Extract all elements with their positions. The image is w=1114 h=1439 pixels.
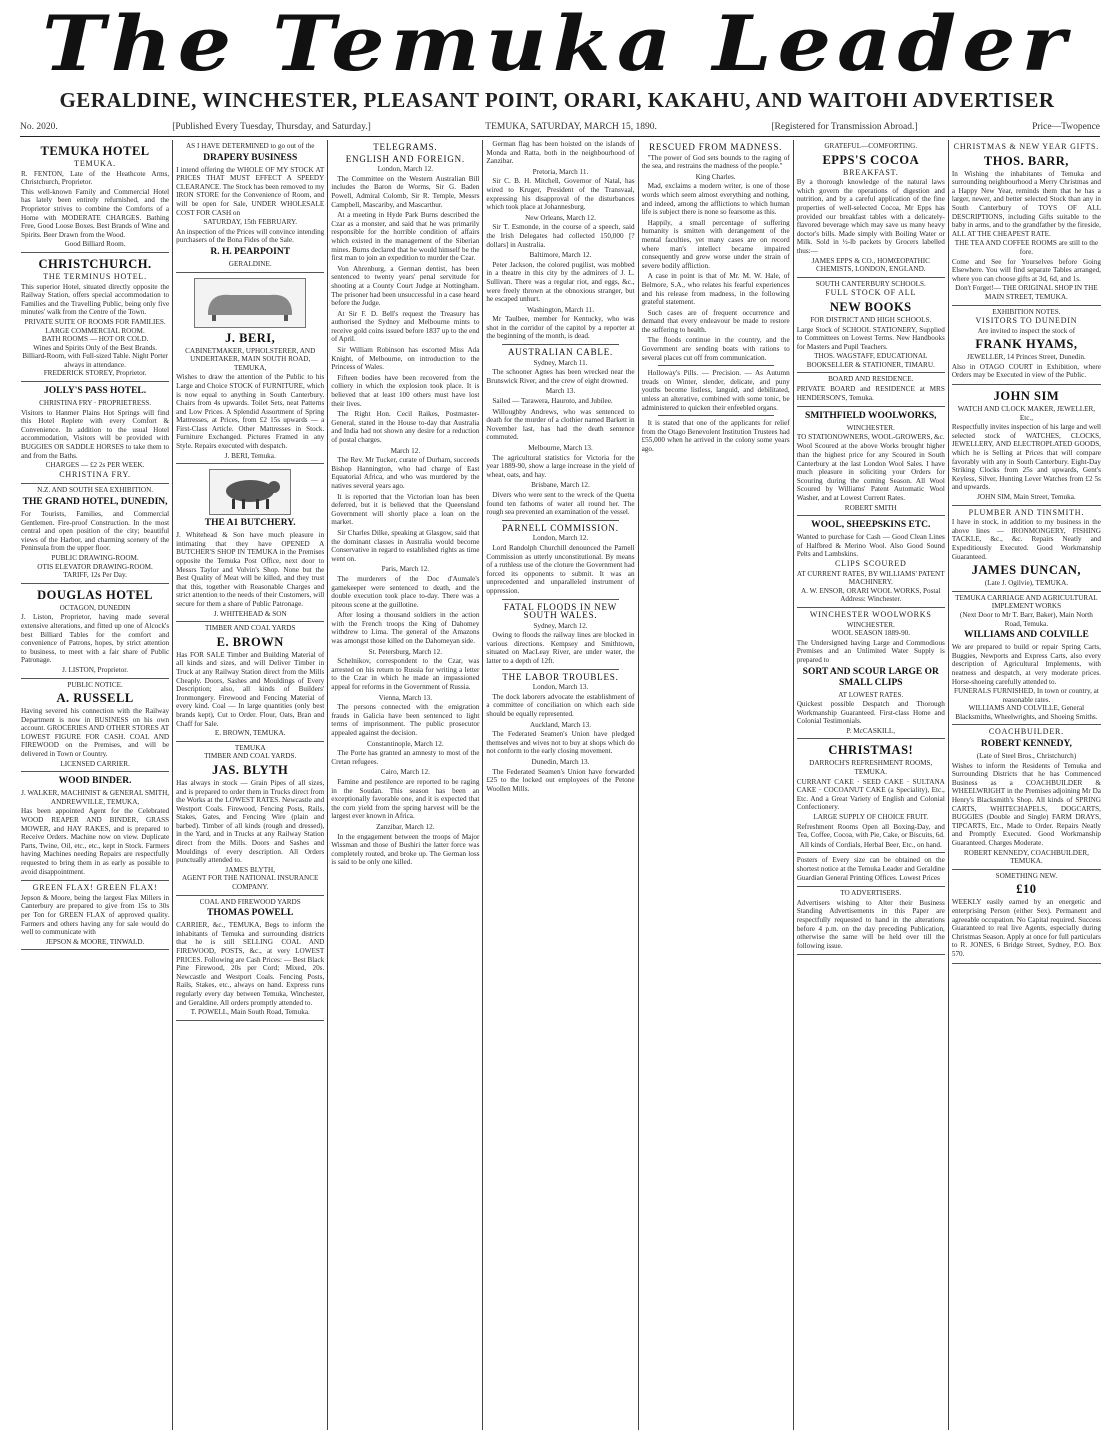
- article-paragraph: Fifteen bodies have been recovered from the colliery in which the explosion took place. It is believed that at least 100 others must have lost their lives.: [331, 373, 480, 408]
- ad-text: Wanted to purchase for Cash — Good Clean Lines of Halfbred & Merino Wool. Also Good Sound Pelts and Lambskins.: [796, 533, 945, 559]
- ad-heading: TIMBER AND COAL YARDS: [205, 624, 296, 633]
- ad-owner: JEPSON & MOORE, TINWALD.: [45, 937, 145, 946]
- article-dateline: London, March 13.: [532, 683, 589, 692]
- ad-frank-hyams: [952, 306, 1101, 386]
- ad-new-books: [797, 278, 945, 374]
- article-paragraph: Owing to floods the railway lines are blocked in various directions. Kempsey and Smithtown, situated on MacLeay River, are under water, the latter to a depth of 12ft.: [486, 631, 635, 666]
- ad-subtitle: THE TERMINUS HOTEL.: [43, 271, 147, 281]
- ad-posters: [797, 853, 945, 887]
- ad-heading: AS I HAVE DETERMINED to go out of the: [185, 142, 315, 150]
- ad-text: This well-known Family and Commercial Hotel has lately been entirely refurnished, and the Proprietor strives to combine the Comforts of a Home with MODERATE CHARGES. Bathing Free, Good Loose Boxes. Best Brands of Wine and Spirits. Beer Drawn from the Wood.: [21, 187, 170, 239]
- column-4: [483, 140, 638, 1430]
- article-dateline: Pretoria, March 11.: [532, 167, 589, 176]
- ad-title: THE A1 BUTCHERY.: [204, 518, 296, 529]
- ad-title: J. BERI,: [225, 330, 276, 345]
- ad-owner: E. BROWN, TEMUKA.: [214, 729, 286, 738]
- ad-text: Respectfully invites inspection of his large and well selected stock of WATCHES, CLOCKS, JEWELLERY, AND ELECTROPLATED GOODS, which he is Selling at Prices that will compare favorably with any in South Canterbury. Eight-Day Striking Clocks from 25s and upwards, Gent's Keyless, Silver, Hunting Lever Watches from £2 5s and upwards.: [951, 423, 1101, 492]
- ad-line: BATH ROOMS — HOT OR COLD.: [41, 335, 149, 344]
- article-dateline: London, March 12.: [377, 165, 434, 174]
- article: [642, 369, 790, 412]
- ad-text: Refreshment Rooms Open all Boxing-Day, and Tea, Coffee, Cocoa, with Pie, Cake, or Biscuits, 6d.: [796, 822, 945, 840]
- column-2: [173, 140, 328, 1430]
- ad-title: JOHN SIM: [993, 389, 1060, 404]
- ad-line: FUNERALS FURNISHED, In town or country, at reasonable rates.: [953, 687, 1099, 704]
- ad-title: THOMAS POWELL: [207, 908, 294, 919]
- ad-subtitle: WINCHESTER.: [846, 620, 895, 629]
- issue-date: TEMUKA, SATURDAY, MARCH 15, 1890.: [485, 122, 657, 132]
- ad-subtitle: (Late J. Ogilvie), TEMUKA.: [984, 579, 1069, 588]
- ad-subtitle: (Late of Steel Bros., Christchurch): [976, 752, 1077, 761]
- ad-text: Good Billiard Room.: [64, 240, 126, 249]
- article-paragraph: Schelnikov, correspondent to the Czar, was arrested on his return to Russia for writing a letter to the Czar in which he made an impassioned appeal for reforms in the Government of Russia.: [331, 657, 480, 692]
- article-paragraph: After losing a thousand soldiers in the action with the French troops the King of Dahomey withdrew to Lima. The general of the Amazons was amongst those killed on the Dahomeyan side.: [331, 611, 480, 646]
- article-paragraph: Sir C. B. H. Mitchell, Governor of Natal, has wired to Kruger, President of the Transvaal, expressing his disapproval of the disturbances which took place at Johannesburg.: [486, 177, 635, 212]
- article-dateline: Sydney, March 12.: [533, 621, 588, 630]
- ad-text: R. FENTON, Late of the Heathcote Arms, Christchurch, Proprietor.: [21, 169, 170, 187]
- ad-title: FRANK HYAMS,: [975, 337, 1078, 352]
- ad-line: CHARGES — £2 2s PER WEEK.: [45, 461, 145, 470]
- ad-line: Don't Forget!— THE ORIGINAL SHOP IN THE MAIN STREET, TEMUKA.: [955, 284, 1098, 301]
- ad-text: Are invited to inspect the stock of: [977, 326, 1076, 335]
- ad-text: Wishes to draw the attention of the Public to his Large and Choice STOCK of FURNITURE, which is now equal to anything in South Canterbury. Chairs from 4s upwards. Toilet Sets, neat Patterns and Low Prices. A Splendid Assortment of Spring Mattresses, at Prices, from £2 15s upwards — a First-Class Article. Other Mattresses in Stock. Furniture Exchanged. Pictures Framed in any Style. Repairs executed with despatch.: [176, 373, 325, 451]
- ad-title: GREEN FLAX! GREEN FLAX!: [32, 883, 158, 893]
- ad-text: Has FOR SALE Timber and Building Material of all kinds and sizes, and will Deliver Timber in Truck at any Railway Station direct from the Mills Cheaply. Doors, Sashes and Mouldings of Every Description; also, all kinds of Builders' Ironmongery. Firewood and Fencing Material of every kind. Coal — In large quantities (only best brands kept), Cut to Order. Flour, Oats, Bran and Chaff for Sale.: [176, 650, 325, 728]
- ad-something-new: [952, 870, 1101, 964]
- column-7: [949, 140, 1104, 1430]
- ad-title: JAMES DUNCAN,: [971, 563, 1082, 578]
- divider: [502, 344, 618, 345]
- ad-owner: J. LISTON, Proprietor.: [62, 665, 129, 674]
- ad-line: FULL STOCK OF ALL: [825, 288, 917, 298]
- ad-subtitle: (Next Door to Mr T. Barr, Baker), Main North Road, Temuka.: [959, 610, 1093, 628]
- ad-john-sim: [952, 385, 1101, 506]
- section-title: RESCUED FROM MADNESS.: [649, 142, 783, 152]
- column-5: [639, 140, 794, 1430]
- ad-text: Also in OTAGO COURT in Exhibition, where Orders may be Executed in view of the Public.: [951, 362, 1101, 380]
- article-paragraph: Divers who were sent to the wreck of the Quetta found ten fathoms of water all round her. The rough sea prevented an examination of the vessel.: [486, 490, 635, 517]
- ad-text: Large Stock of SCHOOL STATIONERY, Supplied to Committees on Lowest Terms. New Handbooks for Masters and Pupil Teachers.: [796, 325, 945, 351]
- article-paragraph: The Federated Seamen's Union have pledged themselves and wives not to buy at shops which do not conform to the early closing movement.: [486, 730, 635, 756]
- ad-line: LARGE SUPPLY OF CHOICE FRUIT.: [813, 813, 929, 822]
- ad-owner: JAMES BLYTH,: [225, 865, 276, 874]
- ad-robert-kennedy: [952, 725, 1101, 869]
- article-paragraph: The Right Hon. Cecil Raikes, Postmaster-General, stated in the House to-day that Australia and India had not shown any desire for a reduction of postal charges.: [331, 410, 480, 444]
- ad-heading: TEMUKA: [234, 743, 266, 752]
- published-note: [Published Every Tuesday, Thursday, and Saturday.]: [172, 122, 371, 132]
- ad-subtitle: TIMBER AND COAL YARDS.: [204, 752, 297, 761]
- article-paragraph: Mad, exclaims a modern writer, is one of those words which seem almost everything and nothing, and indeed, among the afflictions to which human life is subject there is none so fearsome as this.: [641, 182, 790, 217]
- ad-line: SATURDAY, 15th FEBRUARY.: [203, 218, 298, 227]
- ad-heading: GRATEFUL—COMFORTING.: [824, 142, 918, 150]
- ad-line: CLIPS SCOURED: [835, 558, 907, 568]
- article-paragraph: The Porte has granted an amnesty to most of the Cretan refugees.: [331, 749, 480, 766]
- divider: [658, 415, 774, 416]
- ad-heading: PUBLIC NOTICE.: [67, 680, 123, 689]
- ad-text: This superior Hotel, situated directly opposite the Railway Station, offers special accommodation to Families and the Travelling Public, being only five minutes' walk from the Centre of the Town.: [21, 282, 170, 317]
- ad-subtitle: WINCHESTER.: [846, 424, 895, 433]
- ad-subtitle: FOR DISTRICT AND HIGH SCHOOLS.: [810, 315, 932, 324]
- article-paragraph: The agricultural statistics for Victoria for the year 1889-90, show a large increase in the yield of wheat, oats, and hay.: [486, 453, 635, 479]
- ad-text: I have in stock, in addition to my business in the above lines — IRONMONGERY, FISHING TACKLE, &c., &c. Repairs Neatly and Expeditiously Executed. Good Workmanship Guaranteed.: [951, 518, 1101, 561]
- ad-line: WOOL SEASON 1889-90.: [831, 629, 911, 638]
- ad-text: PRIVATE BOARD and RESIDENCE at MRS HENDERSON'S, Temuka.: [796, 385, 945, 402]
- ad-jollys-pass-hotel: [21, 382, 169, 484]
- ad-subtitle: TEMUKA.: [74, 159, 116, 168]
- ad-line: AT LOWEST RATES.: [838, 690, 904, 699]
- article-paragraph: "The power of God sets bounds to the raging of the sea, and restrains the madness of the people.": [641, 153, 790, 171]
- ad-james-duncan: [952, 506, 1101, 592]
- article-paragraph: Famine and pestilence are reported to be raging in the Soudan. This season has been an exceptionally favorable one, and it is expected that the corn yield from the spring harvest will be the largest ever known in Africa.: [331, 777, 480, 821]
- ad-heading: TEMUKA CARRIAGE AND AGRICULTURAL IMPLEMENT WORKS: [955, 593, 1098, 611]
- article-paragraph: The Federated Seamen's Union have forwarded £25 to the locked out employees of the Petone Woollen Mills.: [486, 767, 635, 793]
- ad-smithfield-woolworks: [797, 407, 945, 516]
- article-dateline: March 12.: [390, 446, 421, 455]
- ad-text: In Wishing the inhabitants of Temuka and surrounding neighbourhood a Merry Christmas and a Happy New Year, reminds them that he has a larger, newer, and better selected Stock than any in South Canterbury of TOYS OF ALL DESCRIPTIONS, including Gifts suitable to the baby in arms, and to the grandfather by the fireside, ALL AT THE CHEAPEST RATE.: [951, 169, 1101, 238]
- registered-note: [Registered for Transmission Abroad.]: [771, 122, 918, 132]
- ad-wool-sheepskins: [797, 516, 945, 608]
- article-paragraph: At a meeting in Hyde Park Burns described the Czar as a monster, and said that he was primarily responsible for the horrible condition of affairs which existed in the management of the Siberian mines. Burns declared that he would himself be the first man to join an expedition to murder the Czar.: [331, 211, 480, 263]
- ad-subtitle: WATCH AND CLOCK MAKER, JEWELLER, Etc.,: [957, 405, 1096, 422]
- ad-owner: ROBERT SMITH: [844, 503, 897, 512]
- ad-text: Has been appointed Agent for the Celebrated WOOD REAPER AND BINDER, GRASS MOWER, and HAY RAKES, and is prepared to Receive Orders. Machine now on view. Duplicate Parts, Twine, Oil, etc., etc., kept in Stock. Farmers having Machines needing Repairs are respectfully requested to bring them in as early as possible to avoid disappointment.: [21, 807, 170, 876]
- ad-heading: SOUTH CANTERBURY SCHOOLS.: [815, 279, 926, 288]
- ad-heading: PLUMBER AND TINSMITH.: [968, 507, 1085, 517]
- ad-drapery: [176, 140, 324, 273]
- ad-title: WOOD BINDER.: [58, 776, 132, 787]
- section-title: THE LABOR TROUBLES.: [502, 671, 619, 682]
- ad-subtitle: JEWELLER, 14 Princes Street, Dunedin.: [967, 353, 1086, 362]
- ad-thos-barr: [952, 140, 1101, 306]
- article-paragraph: The dock laborers advocate the establishment of a committee of conciliation on which each side should be equally represented.: [486, 692, 635, 719]
- article-paragraph: The floods continue in the country, and the Government are sending boats with rations to several places cut off from communication.: [641, 336, 790, 362]
- article-dateline: Melbourne, March 13.: [528, 444, 593, 452]
- ad-text: J. Liston, Proprietor, having made several extensive alterations, and fitted up one of Alcock's best Billiard Tables for the comfort and convenience of Patrons, hopes, by strict attention to business, to meet with a fair share of Public Patronage.: [21, 613, 170, 665]
- article-dateline: Vienna, March 13.: [378, 693, 433, 702]
- article-dateline: Cairo, March 12.: [380, 768, 430, 777]
- article-paragraph: A case in point is that of Mr. M. W. Hale, of Belmore, S.A., who relates his fearful experiences and his release from madness, in the following grateful statement.: [641, 272, 790, 307]
- ad-green-flax: [21, 881, 169, 950]
- ad-jas-blyth: [176, 742, 324, 896]
- ad-to-advertisers: [797, 887, 945, 955]
- ad-owner: ROBERT KENNEDY, COACHBUILDER, TEMUKA.: [963, 848, 1089, 866]
- article-paragraph: Sir Charles Dilke, speaking at Glasgow, said that the dominant classes in Australia would become Conservative in regard to established rights as time went on.: [331, 528, 480, 563]
- ad-beri: [176, 273, 324, 465]
- ad-text: Posters of Every size can be obtained on the shortest notice at the Temuka Leader and Geraldine Guardian General Printing Offices. Lowest Prices: [796, 856, 945, 882]
- article-paragraph: Happily, a small percentage of suffering humanity is smitten with derangement of the mental faculties, yet many cases are on record where man's intellect became impaired consequently and grew worse under the strain of severe bodily affliction.: [641, 218, 790, 270]
- ad-line: THE TEA AND COFFEE ROOMS are still to the fore.: [954, 239, 1099, 256]
- ad-line: AT CURRENT RATES, BY WILLIAMS' PATENT MACHINERY.: [796, 569, 945, 587]
- ad-text: Having severed his connection with the Railway Department is now in BUSINESS on his own account. GROCERIES AND OTHER STORES AT LOWEST FIGURE FOR CASH. COAL AND FIREWOOD on the Premises, and will be delivered in Town or Country.: [21, 707, 170, 759]
- article-dateline: London, March 12.: [532, 534, 589, 543]
- section-subtitle: ENGLISH AND FOREIGN.: [345, 153, 465, 164]
- ad-subtitle: OCTAGON, DUNEDIN: [59, 603, 131, 612]
- ad-heading: N.Z. AND SOUTH SEA EXHIBITION.: [37, 486, 154, 495]
- ad-line: SORT AND SCOUR LARGE OR SMALL CLIPS: [802, 666, 939, 688]
- ad-line: LICENSED CARRIER.: [60, 759, 130, 768]
- ad-temuka-hotel: [21, 140, 169, 253]
- ad-terminus-hotel: [21, 253, 169, 382]
- article-paragraph: Mr Taulbee, member for Kentucky, who was shot in the corridor of the capitol by a reporter at the beginning of the month, is dead.: [486, 315, 635, 341]
- article-paragraph: German flag has been hoisted on the islands of Monda and Ratta, both in the neighbourhood of Zanzibar.: [486, 140, 635, 166]
- ad-line: AGENT FOR THE NATIONAL INSURANCE COMPANY.: [181, 874, 319, 892]
- ad-board-residence: [797, 373, 945, 407]
- ad-title: THE GRAND HOTEL, DUNEDIN,: [22, 497, 168, 507]
- masthead: [0, 0, 1114, 90]
- ad-text: J. Whitehead & Son have much pleasure in intimating that they have OPENED A BUTCHER'S SHOP IN TEMUKA in the Premises opposite the Temuka Post Office, next door to Messrs Taylor and Volvin's Shop. None but the Best Quality of Meat will be killed, and they trust that this, together with Reasonable Charges and strict attention to the needs of their Customers, will secure for them a share of Public Patronage.: [176, 531, 325, 608]
- ad-title: JAS. BLYTH: [212, 762, 289, 777]
- article-dateline: Zanzibar, March 12.: [376, 822, 435, 831]
- ad-text: An inspection of the Prices will convince intending purchasers of the Bona Fides of the Sale.: [176, 227, 325, 245]
- ad-a1-butchery: [176, 464, 324, 622]
- article-paragraph: The Committee on the Western Australian Bill includes the Baron de Worms, Sir G. Baden Powell, Admiral Colomb, Sir R. Temple, Messrs Campbell, Mascariby, and Mascarthur.: [331, 174, 480, 209]
- ad-text: I intend offering the WHOLE OF MY STOCK AT PRICES THAT MUST EFFECT A SPEEDY CLEARANCE. The Stock has been removed to my IRON STORE for the Convenience of Room, and will be open for Sale, UNDER WHOLESALE COST FOR CASH on: [176, 165, 325, 217]
- divider: [502, 599, 618, 600]
- ad-text: By a thorough knowledge of the natural laws which govern the operations of digestion and nutrition, and by a careful application of the fine properties of well-selected Cocoa, Mr Epps has provided our breakfast tables with a delicately-flavored beverage which may save us many heavy doctor's bills. Made simply with Boiling Water or Milk. Sold in ½-lb packets by Grocers labelled thus:—: [796, 178, 945, 255]
- ad-title: WILLIAMS AND COLVILLE: [964, 630, 1089, 641]
- section-title: TELEGRAMS.: [373, 142, 438, 152]
- article-paragraph: Peter Jackson, the colored pugilist, was mobbed in a theatre in this city by the admirers of J. L. Sullivan. There was a regular riot, and eggs, &c., were freely thrown at the obnoxious stranger, but he escaped unhurt.: [486, 260, 635, 304]
- ad-line: Billiard-Room, with Full-sized Table. Night Porter always in attendance.: [22, 352, 168, 369]
- ad-thomas-powell: [176, 896, 324, 1021]
- ad-line: TARIFF, 12s Per Day.: [63, 571, 127, 580]
- ad-title: NEW BOOKS: [829, 299, 912, 314]
- article-paragraph: The persons connected with the emigration frauds in Galicia have been sentenced to light terms of imprisonment. The public prosecutor appealed against the decision.: [331, 703, 480, 737]
- ad-title: E. BROWN: [216, 634, 284, 649]
- ad-subtitle: BREAKFAST.: [843, 167, 899, 177]
- ad-heading: CHRISTMAS & NEW YEAR GIFTS.: [953, 142, 1100, 151]
- divider: [502, 520, 618, 521]
- ad-text: CURRANT CAKE · SEED CAKE · SULTANA CAKE · COCOANUT CAKE (a Speciality), Etc., Etc. And a Great Variety of English and Colonial Confectionery.: [796, 777, 945, 812]
- ad-e-brown: [176, 622, 324, 742]
- article-dateline: Paris, March 12.: [381, 565, 430, 574]
- ad-owner: CHRISTINA FRY.: [59, 469, 131, 479]
- bull-illustration: [209, 469, 291, 515]
- ad-owner: JAMES EPPS & CO., HOMŒOPATHIC CHEMISTS, LONDON, ENGLAND.: [811, 256, 930, 274]
- columns: [18, 140, 1104, 1430]
- ad-title: £10: [1016, 882, 1037, 897]
- column-1: [18, 140, 173, 1430]
- ad-owner: FREDERICK STOREY, Proprietor.: [43, 369, 147, 378]
- article: [486, 140, 634, 341]
- article-dateline: New Orleans, March 12.: [525, 213, 596, 222]
- ad-text: Come and See for Yourselves before Going Elsewhere. You will find separate Tables arranged, where you can choose gifts at 3d, 6d, and 1s.: [951, 257, 1101, 283]
- article-dateline: Constantinople, March 12.: [367, 739, 444, 748]
- article-paragraph: Lord Randolph Churchill denounced the Parnell Commission as utterly unconstitutional. By means of a ruthless use of the cloture the Government had forced its opponents to submit. It was an unprecedented and unparalleled instrument of oppression.: [486, 543, 635, 595]
- ad-text: Has always in stock — Grain Pipes of all sizes, and is prepared to order them in Trucks direct from the Works at the LOWEST RATES. Newcastle and Westport Coals. Firewood, Fencing Posts, Rails, Stakes, Gates, and Fencing Wire (plain and barbed). Timber of all kinds (rough and dressed), in the Yard, and in Trucks at any Railway Station direct from the Mills. Doors and Sashes and Mouldings of every description. All Orders punctually attended to.: [176, 778, 325, 865]
- ad-text: Wool Scoured at the above Works brought higher than the highest price for any Scoured in South Canterbury at the last London Wool Sales. I have much pleasure in soliciting your Orders for Scouring during the coming Season. All Wool Scoured by Williams' Patent Automatic Wool Washer, and at Lowest Current Rates.: [796, 442, 945, 502]
- ad-grand-hotel: [21, 484, 169, 583]
- ad-owner: J. WHITEHEAD & SON: [213, 609, 287, 618]
- ad-text: We are prepared to build or repair Spring Carts, Buggies, Newports and Express Carts, also every description of Agricultural Implements, with neatness and despatch, at very moderate prices. Horse-shoeing carefully attended to.: [951, 643, 1101, 686]
- ad-text: Wishes to inform the Residents of Temuka and Surrounding Districts that he has Commenced Business as a COACHBUILDER & WHEELWRIGHT in the Premises adjoining Mr Da Henry's Blacksmith's Shop. All kinds of SPRING CARTS, WHITECHAPELS, DOGCARTS, BUGGIES (Double and Single) FARM DRAYS, TIPCARTS, Etc., Made to Order. Repairs Neatly and Promptly Executed. Good Workmanship Guaranteed. Charges Moderate.: [951, 761, 1101, 847]
- article-paragraph: The schooner Agnes has been wrecked near the Brunswick River, and the crew of eight drowned.: [486, 368, 635, 385]
- divider: [502, 669, 618, 670]
- ad-title: CHRISTCHURCH.: [38, 256, 152, 271]
- article: [486, 359, 634, 517]
- ad-wood-binder: [21, 772, 169, 881]
- ad-text: Advertisers wishing to Alter their Business Standing Advertisements in this Paper are respectfully requested to hand in the alterations before 4 p.m. on the day preceding Publication, otherwise the same will be held over till the following issue.: [796, 898, 945, 950]
- article-dateline: Auckland, March 13.: [529, 720, 592, 729]
- article-dateline: Washington, March 11.: [526, 305, 594, 314]
- article-paragraph: Such cases are of frequent occurrence and demand that every endeavour be made to restore the suffering to health.: [641, 308, 790, 334]
- article-dateline: Sydney, March 11.: [533, 358, 588, 367]
- divider: [658, 365, 774, 366]
- ad-title: EPPS'S COCOA: [822, 152, 920, 167]
- ad-heading: SOMETHING NEW.: [995, 871, 1058, 880]
- article-paragraph: At Sir F. D. Bell's request the Treasury has authorised the Sydney and Melbourne mints to receive gold coins issued before 1837 up to the end of April.: [331, 309, 480, 344]
- section-title: AUSTRALIAN CABLE.: [507, 347, 614, 358]
- ad-douglas-hotel: [21, 584, 169, 679]
- ad-owner: R. H. PEARPOINT: [210, 246, 291, 257]
- ad-owner: J. BERI, Temuka.: [224, 451, 276, 460]
- ad-russell: [21, 679, 169, 773]
- article: [486, 534, 634, 595]
- ad-heading: BOARD AND RESIDENCE.: [828, 375, 914, 384]
- masthead-title: The Temuka Leader: [42, 0, 1072, 89]
- article-paragraph: Willoughby Andrews, who was sentenced to death for the murder of a clothier named Barkett in November last, has had the death sentence commuted.: [486, 407, 635, 442]
- ad-heading: COAL AND FIREWOOD YARDS: [199, 897, 301, 906]
- ad-winchester-woolworks: [797, 608, 945, 740]
- subtitle: GERALDINE, WINCHESTER, PLEASANT POINT, ORARI, KAKAHU, AND WAITOHI ADVERTISER: [59, 88, 1055, 112]
- article-paragraph: It is reported that the Victorian loan has been deferred, but it is believed that the Queensland Government will shortly place a loan on the market.: [331, 492, 480, 527]
- column-3: [328, 140, 483, 1430]
- section-title: PARNELL COMMISSION.: [502, 522, 619, 533]
- ad-text: WEEKLY easily earned by an energetic and enterprising Person (either Sex). Permanent and agreeable occupation. No Capital required. Success Guaranteed to real live Agents, especially during Christmas Season. Apply at once for full particulars to R. JONES, 6 Bridge Street, Sydney, P.O. Box 570.: [951, 898, 1101, 958]
- ad-title: JOLLY'S PASS HOTEL.: [43, 386, 147, 397]
- article-paragraph: The murderers of the Doc d'Aumale's gamekeeper were sentenced to death, and the double execution took place to-day. There was a piteous scene at the guillotine.: [331, 574, 480, 609]
- column-6: [794, 140, 949, 1430]
- article-dateline: Baltimore, March 12.: [529, 251, 592, 260]
- ad-text: The Undersigned having Large and Commodious Premises and an Unlimited Water Supply is prepared to: [796, 638, 945, 664]
- ad-title: TEMUKA HOTEL: [40, 144, 150, 158]
- issue-number: No. 2020.: [20, 122, 58, 132]
- ad-owner: WILLIAMS AND COLVILLE, General Blacksmiths, Wheelwrights, and Shoeing Smiths.: [955, 704, 1098, 721]
- ad-owner: THOS. WAGSTAFF, EDUCATIONAL BOOKSELLER & STATIONER, TIMARU.: [806, 352, 935, 369]
- sofa-illustration: [194, 278, 306, 328]
- article-dateline: March 13.: [545, 387, 576, 396]
- ad-text: Visitors to Hanmer Plains Hot Springs will find this Hotel Replete with every Comfort & Convenience. In addition to the usual Hotel accommodation, Visitors will be provided with BUGGIES OR SADDLE HORSES to take them to and from the Baths.: [21, 408, 170, 460]
- ad-owner: P. McCASKILL,: [846, 726, 896, 735]
- article-paragraph: Von Ahrenburg, a German dentist, has been sentenced to twenty years' penal servitude for shooting at a County Court Judge at Nottingham. The prisoner had been unsuccessful in a case heard before the Judge.: [331, 264, 480, 308]
- ad-title: WOOL, SHEEPSKINS ETC.: [811, 520, 931, 531]
- ad-epps-cocoa: [797, 140, 945, 278]
- ad-christmas-darroch: [797, 739, 945, 853]
- article-paragraph: Holloway's Pills. — Precision. — As Autumn treads on Winter, slender, delicate, and puny youths become listless, languid, and debilitated, unless an alterative, combined with some tonic, be administered to quicken their enfeebled organs.: [641, 369, 790, 412]
- ad-subtitle: CABINETMAKER, UPHOLSTERER, AND UNDERTAKER, MAIN SOUTH ROAD, TEMUKA,: [185, 346, 316, 372]
- ad-title: DRAPERY BUSINESS: [203, 152, 298, 163]
- article: [486, 683, 634, 793]
- article: [486, 622, 634, 666]
- ad-line: LARGE COMMERCIAL ROOM.: [45, 326, 145, 335]
- ad-heading: COACHBUILDER.: [988, 727, 1064, 737]
- ad-line: OTIS ELEVATOR DRAWING-ROOM.: [37, 562, 153, 571]
- ad-line: VISITORS TO DUNEDIN: [975, 316, 1078, 326]
- ad-text: For Tourists, Families, and Commercial Gentlemen. Fire-proof Construction. In the most central and open position of the city; beautiful views of the Harbor, and charming scenery of the Peninsula from the upper floor.: [21, 510, 170, 553]
- ad-owner: JOHN SIM, Main Street, Temuka.: [977, 493, 1076, 501]
- ad-line: All kinds of Cordials, Herbal Beer, Etc., on hand.: [799, 840, 942, 849]
- ad-title: A. RUSSELL: [56, 691, 134, 706]
- ad-title: ROBERT KENNEDY,: [980, 739, 1072, 750]
- article-paragraph: Sir William Robinson has escorted Miss Ada Knight, of Melbourne, on introduction to the Princess of Wales.: [331, 346, 480, 372]
- ad-line: TO STATIONOWNERS, WOOL-GROWERS, &c.: [796, 432, 945, 441]
- section-title: FATAL FLOODS IN NEW SOUTH WALES.: [503, 601, 618, 621]
- ad-line: PUBLIC DRAWING-ROOM.: [51, 553, 139, 562]
- article: [642, 154, 790, 363]
- article-paragraph: Sir T. Esmonde, in the course of a speech, said the Irish Delegates had collected 150,000 [? dollars] in Australia.: [486, 223, 635, 249]
- ad-heading: EXHIBITION NOTES.: [992, 307, 1061, 316]
- ad-subtitle: CHRISTINA FRY · PROPRIETRESS.: [39, 399, 152, 408]
- ad-title: THOS. BARR,: [983, 153, 1069, 168]
- article: [642, 419, 790, 453]
- ad-title: SMITHFIELD WOOLWORKS,: [805, 411, 937, 422]
- ad-text: Quickest possible Despatch and Thorough Workmanship Guaranteed. First-class Home and Colonial Testimonials.: [796, 700, 945, 726]
- article-dateline: St. Petersburg, March 12.: [368, 647, 443, 656]
- article-paragraph: In the engagement between the troops of Major Wissman and those of Bushiri the latter force was completely routed, and broke up. The German loss is said to be only one killed.: [331, 832, 480, 867]
- article-dateline: Brisbane, March 12.: [531, 481, 590, 490]
- article-dateline: Dunedin, March 13.: [531, 758, 590, 766]
- ad-text: CARRIER, &c., TEMUKA, Begs to inform the inhabitants of Temuka and surrounding districts that he is still SELLING COAL AND FIREWOOD, POSTS, &c., at very LOWEST PRICES. Following are Cash Prices: — Best Black Pine Firewood, 20s per Cord; Mixed, 20s. Newcastle and Westport Coals. Fencing Posts, Rails, Stakes, etc., always on hand. Express runs regularly every day between Temuka, Winchester, and Geraldine. All orders promptly attended to.: [176, 921, 325, 1007]
- article: [331, 165, 479, 867]
- ad-williams-colville: [952, 592, 1101, 726]
- ad-title: CHRISTMAS!: [828, 743, 914, 758]
- ad-line: PRIVATE SUITE OF ROOMS FOR FAMILIES.: [24, 317, 166, 326]
- ad-owner: T. POWELL, Main South Road, Temuka.: [190, 1008, 310, 1017]
- ad-title: DOUGLAS HOTEL: [37, 587, 154, 602]
- ad-owner: A. W. ENSOR, ORARI WOOL WORKS, Postal Address: Winchester.: [800, 586, 941, 604]
- article-paragraph: It is stated that one of the applicants for relief from the Otago Benevolent Institution Trustees had £55,000 when he arrived in the colony some years ago.: [641, 419, 790, 453]
- article-attribution: King Charles.: [695, 172, 736, 181]
- price: Price—Twopence: [1032, 122, 1100, 132]
- ad-line: GERALDINE.: [228, 259, 272, 268]
- article-paragraph: The Rev. Mr Tucker, curate of Durham, succeeds Bishop Hannington, who had charge of East Equatorial Africa, and who was murdered by the natives several years ago.: [331, 456, 480, 490]
- ad-heading: TO ADVERTISERS.: [840, 889, 902, 898]
- dateline: [20, 118, 1100, 137]
- ad-subtitle: DARROCH'S REFRESHMENT ROOMS, TEMUKA.: [809, 759, 933, 777]
- ad-text: Jepson & Moore, being the largest Flax Millers in Canterbury are prepared to give from 15s to 30s per Ton for GREEN FLAX of approved quality. Farmers and others having any for sale would do well to communicate with: [21, 893, 170, 937]
- article-paragraph: Sailed — Tarawera, Hauroto, and Jubilee.: [492, 397, 613, 406]
- ad-subtitle: J. WALKER, MACHINIST & GENERAL SMITH, ANDREWVILLE, TEMUKA,: [21, 789, 170, 806]
- ad-line: Wines and Spirits Only of the Best Brands.: [33, 343, 158, 352]
- ad-title: WINCHESTER WOOLWORKS: [809, 609, 932, 619]
